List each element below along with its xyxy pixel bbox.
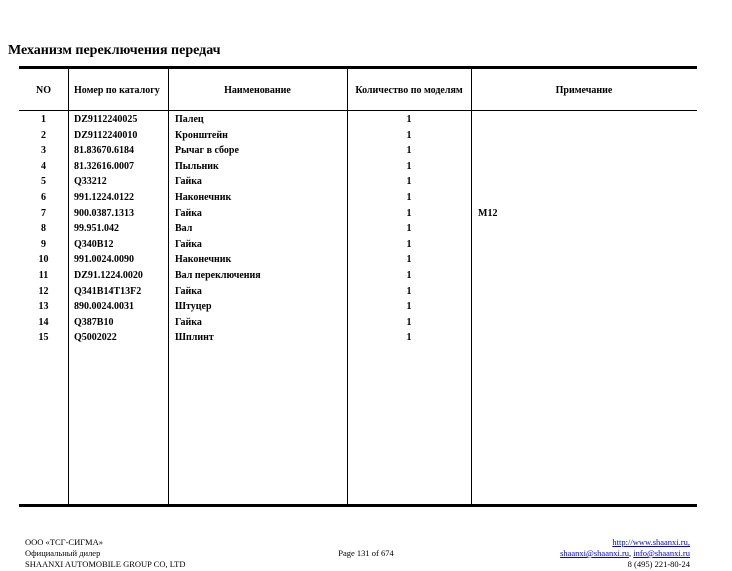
part-name: Кронштейн bbox=[175, 129, 228, 141]
parts-table bbox=[19, 66, 697, 507]
table-row bbox=[19, 317, 697, 333]
header-divider bbox=[19, 110, 697, 111]
table-row bbox=[19, 239, 697, 255]
header-qty: Количество по моделям bbox=[355, 85, 463, 96]
table-row bbox=[19, 223, 697, 239]
catalog-number: Q387B10 bbox=[74, 316, 114, 328]
row-number: 2 bbox=[41, 129, 46, 141]
page-number: Page 131 of 674 bbox=[338, 548, 394, 558]
catalog-number: Q33212 bbox=[74, 176, 107, 188]
email-link[interactable]: info@shaanxi.ru bbox=[633, 548, 690, 558]
quantity: 1 bbox=[406, 207, 412, 219]
catalog-number: DZ9112240025 bbox=[74, 114, 138, 125]
quantity: 1 bbox=[406, 238, 412, 250]
row-number: 15 bbox=[38, 332, 49, 344]
header-name: Наименование bbox=[224, 85, 291, 96]
table-row bbox=[19, 254, 697, 270]
catalog-number: Q341B14T13F2 bbox=[74, 285, 142, 297]
catalog-number: 890.0024.0031 bbox=[74, 301, 134, 313]
table-row bbox=[19, 192, 697, 208]
row-number: 10 bbox=[38, 254, 49, 266]
part-name: Гайка bbox=[175, 176, 202, 188]
quantity: 1 bbox=[406, 191, 412, 203]
row-number: 13 bbox=[38, 301, 49, 313]
quantity: 1 bbox=[406, 114, 412, 125]
quantity: 1 bbox=[406, 145, 412, 157]
table-row bbox=[19, 130, 697, 146]
group-name: SHAANXI AUTOMOBILE GROUP CO, LTD bbox=[25, 559, 186, 569]
table-row bbox=[19, 332, 697, 348]
table-row bbox=[19, 301, 697, 317]
quantity: 1 bbox=[406, 269, 412, 281]
row-number: 12 bbox=[38, 285, 49, 297]
quantity: 1 bbox=[406, 129, 412, 141]
row-number: 3 bbox=[41, 145, 46, 157]
catalog-number: 991.0024.0090 bbox=[74, 254, 134, 266]
row-number: 7 bbox=[41, 207, 46, 219]
part-name: Наконечник bbox=[175, 191, 232, 203]
part-name: Вал переключения bbox=[175, 269, 261, 281]
part-name: Вал bbox=[175, 223, 193, 235]
table-row bbox=[19, 161, 697, 177]
phone-number: 8 (495) 221-80-24 bbox=[627, 559, 690, 569]
part-name: Пыльник bbox=[175, 160, 219, 172]
row-number: 1 bbox=[41, 114, 46, 125]
quantity: 1 bbox=[406, 316, 412, 328]
row-number: 5 bbox=[41, 176, 46, 188]
quantity: 1 bbox=[406, 332, 412, 344]
row-number: 14 bbox=[38, 316, 49, 328]
table-row bbox=[19, 145, 697, 161]
quantity: 1 bbox=[406, 285, 412, 297]
quantity: 1 bbox=[406, 176, 412, 188]
quantity: 1 bbox=[406, 223, 412, 235]
table-row bbox=[19, 208, 697, 224]
row-number: 4 bbox=[41, 160, 46, 172]
row-number: 6 bbox=[41, 191, 46, 203]
dealer-label: Официальный дилер bbox=[25, 548, 101, 558]
footer-right bbox=[560, 537, 690, 570]
catalog-number: 99.951.042 bbox=[74, 223, 119, 235]
part-name: Наконечник bbox=[175, 254, 232, 266]
part-name: Палец bbox=[175, 114, 204, 125]
quantity: 1 bbox=[406, 160, 412, 172]
header-note: Примечание bbox=[555, 85, 613, 96]
header-no: NO bbox=[36, 85, 51, 96]
site-link[interactable]: http://www.shaanxi.ru, bbox=[612, 537, 690, 547]
part-name: Гайка bbox=[175, 316, 202, 328]
catalog-number: 900.0387.1313 bbox=[74, 207, 134, 219]
quantity: 1 bbox=[406, 301, 412, 313]
quantity: 1 bbox=[406, 254, 412, 266]
catalog-number: Q5002022 bbox=[74, 332, 117, 344]
email-separator: , bbox=[629, 548, 634, 558]
table-row bbox=[19, 176, 697, 192]
catalog-number: 81.83670.6184 bbox=[74, 145, 134, 157]
part-name: Гайка bbox=[175, 285, 202, 297]
note: M12 bbox=[478, 207, 498, 219]
email-link[interactable]: shaanxi@shaanxi.ru bbox=[560, 548, 630, 558]
catalog-number: 991.1224.0122 bbox=[74, 191, 134, 203]
row-number: 11 bbox=[38, 269, 49, 281]
catalog-number: Q340B12 bbox=[74, 238, 114, 250]
table-row bbox=[19, 270, 697, 286]
part-name: Рычаг в сборе bbox=[175, 145, 239, 157]
header-catalog: Номер по каталогу bbox=[74, 85, 160, 96]
company-name: ООО «ТСГ-СИГМА» bbox=[25, 537, 103, 547]
catalog-number: 81.32616.0007 bbox=[74, 160, 134, 172]
row-number: 9 bbox=[41, 238, 46, 250]
row-number: 8 bbox=[41, 223, 46, 235]
part-name: Гайка bbox=[175, 207, 202, 219]
part-name: Гайка bbox=[175, 238, 202, 250]
page-title: Механизм переключения передач bbox=[8, 43, 221, 58]
table-body bbox=[19, 114, 697, 348]
table-row bbox=[19, 286, 697, 302]
catalog-number: DZ9112240010 bbox=[74, 129, 138, 141]
part-name: Штуцер bbox=[175, 301, 212, 313]
catalog-number: DZ91.1224.0020 bbox=[74, 269, 143, 281]
part-name: Шплинт bbox=[175, 332, 214, 344]
table-row bbox=[19, 114, 697, 130]
